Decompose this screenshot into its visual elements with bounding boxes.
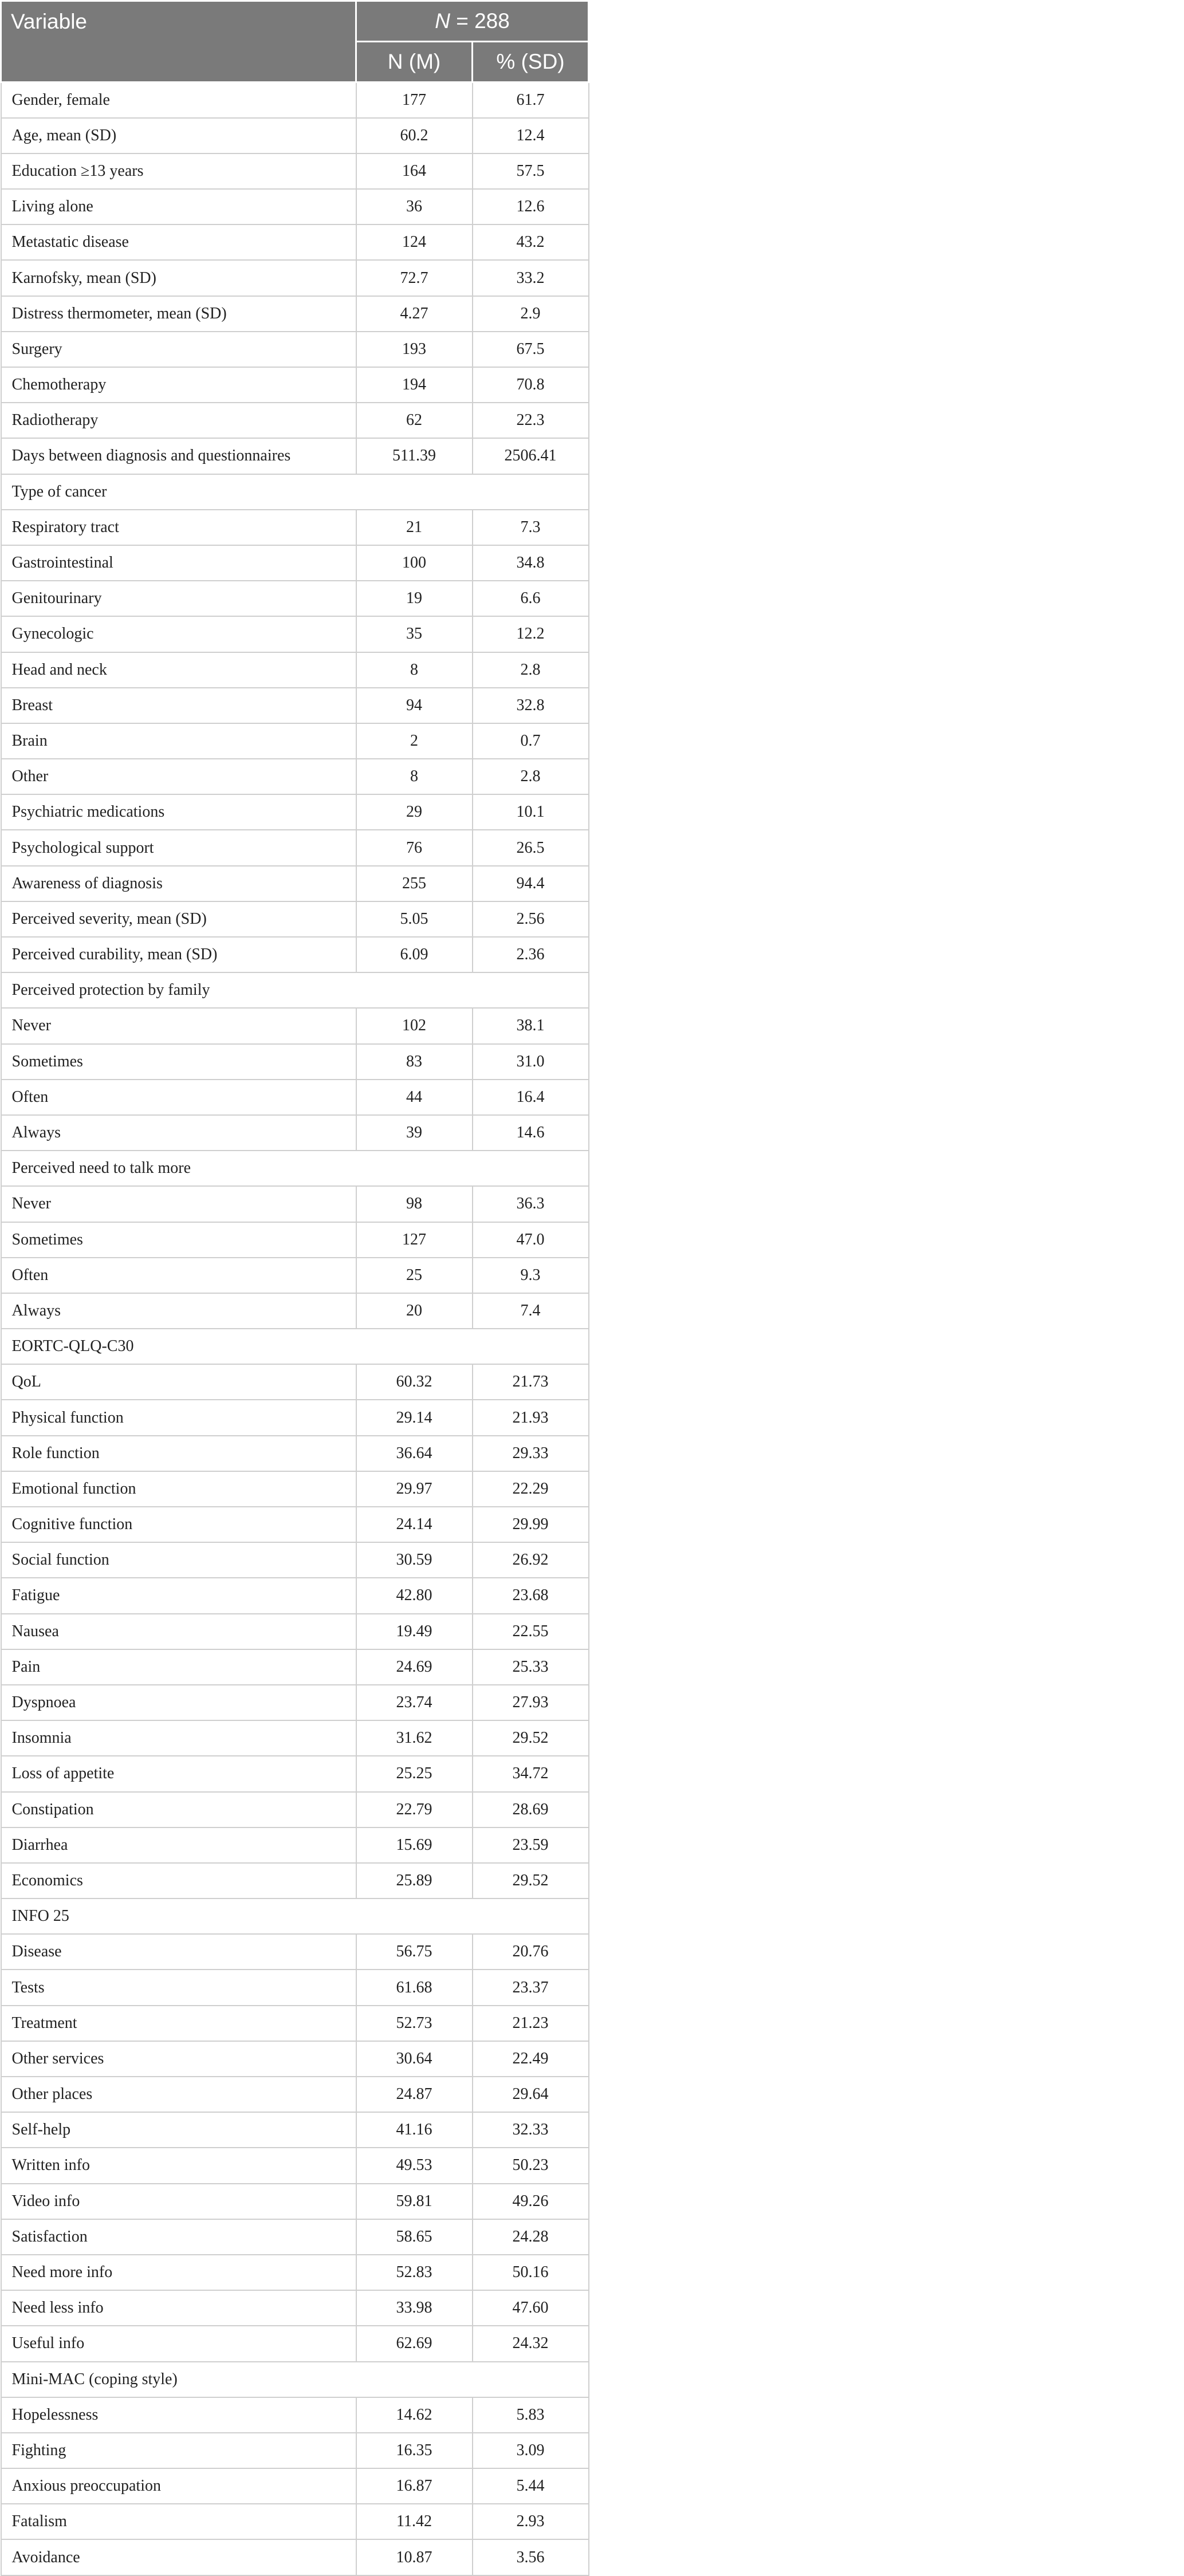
pct-value-cell: 31.0 (473, 1044, 589, 1080)
variable-label: Sometimes (1, 1222, 356, 1258)
n-value-cell: 49.53 (356, 2148, 473, 2183)
pct-value-cell: 22.49 (473, 2041, 589, 2077)
pct-value-cell: 2506.41 (473, 438, 589, 474)
n-value-cell: 177 (356, 82, 473, 118)
pct-value-cell: 5.44 (473, 2468, 589, 2504)
table-row (1, 403, 589, 438)
variable-label: Karnofsky, mean (SD) (1, 260, 356, 296)
pct-value-cell: 21.73 (473, 1364, 589, 1400)
n-value-cell: 76 (356, 830, 473, 865)
table-row (1, 2433, 589, 2468)
variable-label: Perceived severity, mean (SD) (1, 901, 356, 937)
table-row (1, 2504, 589, 2539)
pct-value-cell: 43.2 (473, 224, 589, 260)
pct-value-cell: 47.60 (473, 2290, 589, 2326)
table-row (1, 1507, 589, 1542)
table-row (1, 1293, 589, 1329)
pct-value-cell: 22.3 (473, 403, 589, 438)
section-label: EORTC-QLQ-C30 (1, 1329, 589, 1364)
n-value-cell: 62.69 (356, 2326, 473, 2361)
n-value-cell: 31.62 (356, 1720, 473, 1756)
n-symbol: N (435, 9, 450, 33)
sample-size-header (356, 1, 589, 42)
variable-label: Fatigue (1, 1578, 356, 1613)
n-value-cell: 23.74 (356, 1685, 473, 1720)
variable-label: Psychological support (1, 830, 356, 865)
pct-value-cell: 6.6 (473, 581, 589, 616)
pct-value-cell: 28.69 (473, 1792, 589, 1827)
pct-value-cell: 22.29 (473, 1471, 589, 1507)
n-value: = 288 (450, 9, 510, 33)
table-row (1, 1720, 589, 1756)
variable-label: Never (1, 1008, 356, 1043)
table-row (1, 260, 589, 296)
section-row (1, 2362, 589, 2397)
variable-label: Other services (1, 2041, 356, 2077)
pct-value-cell: 3.56 (473, 2539, 589, 2575)
variable-label: Chemotherapy (1, 367, 356, 403)
pct-value-cell: 24.32 (473, 2326, 589, 2361)
table-row (1, 1970, 589, 2005)
n-value-cell: 42.80 (356, 1578, 473, 1613)
table-row (1, 866, 589, 901)
variable-label: Insomnia (1, 1720, 356, 1756)
n-value-cell: 6.09 (356, 937, 473, 972)
pct-value-cell: 29.99 (473, 1507, 589, 1542)
table-row (1, 1685, 589, 1720)
table-row (1, 794, 589, 830)
table-row (1, 2077, 589, 2112)
n-value-cell: 511.39 (356, 438, 473, 474)
table-body (1, 82, 589, 2575)
table-row (1, 153, 589, 189)
pct-value-cell: 47.0 (473, 1222, 589, 1258)
pct-value-cell: 29.64 (473, 2077, 589, 2112)
table-row (1, 652, 589, 688)
pct-value-cell: 12.4 (473, 118, 589, 153)
n-value-cell: 52.73 (356, 2006, 473, 2041)
pct-value-cell: 33.2 (473, 260, 589, 296)
variable-label: Perceived curability, mean (SD) (1, 937, 356, 972)
table-row (1, 1436, 589, 1471)
variable-label: Emotional function (1, 1471, 356, 1507)
pct-value-cell: 25.33 (473, 1649, 589, 1685)
variable-label: Respiratory tract (1, 510, 356, 545)
variable-label: Constipation (1, 1792, 356, 1827)
section-row (1, 1329, 589, 1364)
pct-value-cell: 5.83 (473, 2397, 589, 2433)
table-row (1, 2290, 589, 2326)
n-value-cell: 44 (356, 1080, 473, 1115)
variable-label: Sometimes (1, 1044, 356, 1080)
pct-column-header: % (SD) (473, 42, 589, 82)
pct-value-cell: 21.93 (473, 1400, 589, 1435)
table-row (1, 224, 589, 260)
n-value-cell: 33.98 (356, 2290, 473, 2326)
variable-column-header (1, 1, 356, 82)
variable-label: Cognitive function (1, 1507, 356, 1542)
variable-label: Head and neck (1, 652, 356, 688)
variable-label: Economics (1, 1863, 356, 1898)
n-value-cell: 59.81 (356, 2184, 473, 2219)
table-row (1, 1578, 589, 1613)
pct-value-cell: 34.72 (473, 1756, 589, 1791)
n-value-cell: 19 (356, 581, 473, 616)
variable-label: Dyspnoea (1, 1685, 356, 1720)
n-value-cell: 194 (356, 367, 473, 403)
n-value-cell: 29.97 (356, 1471, 473, 1507)
variable-label: Never (1, 1186, 356, 1222)
n-value-cell: 24.69 (356, 1649, 473, 1685)
pct-value-cell: 23.68 (473, 1578, 589, 1613)
pct-value-cell: 23.37 (473, 1970, 589, 2005)
table-row (1, 1649, 589, 1685)
pct-value-cell: 49.26 (473, 2184, 589, 2219)
n-value-cell: 58.65 (356, 2219, 473, 2255)
pct-value-cell: 14.6 (473, 1115, 589, 1151)
pct-value-cell: 2.93 (473, 2504, 589, 2539)
n-value-cell: 41.16 (356, 2112, 473, 2148)
variable-label: Disease (1, 1934, 356, 1970)
n-value-cell: 19.49 (356, 1614, 473, 1649)
pct-value-cell: 12.2 (473, 616, 589, 652)
pct-value-cell: 26.5 (473, 830, 589, 865)
n-value-cell: 16.87 (356, 2468, 473, 2504)
n-column-header: N (M) (356, 42, 473, 82)
n-value-cell: 14.62 (356, 2397, 473, 2433)
section-label: Mini-MAC (coping style) (1, 2362, 589, 2397)
n-value-cell: 22.79 (356, 1792, 473, 1827)
pct-value-cell: 21.23 (473, 2006, 589, 2041)
pct-value-cell: 2.8 (473, 759, 589, 794)
n-value-cell: 61.68 (356, 1970, 473, 2005)
variable-label: Role function (1, 1436, 356, 1471)
variable-label: Gender, female (1, 82, 356, 118)
n-value-cell: 52.83 (356, 2255, 473, 2290)
pct-value-cell: 67.5 (473, 332, 589, 367)
table-row (1, 1863, 589, 1898)
pct-value-cell: 32.8 (473, 688, 589, 723)
n-value-cell: 24.87 (356, 2077, 473, 2112)
table-row (1, 1115, 589, 1151)
variable-label: Social function (1, 1542, 356, 1578)
section-label: Type of cancer (1, 474, 589, 510)
n-value-cell: 24.14 (356, 1507, 473, 1542)
pct-value-cell: 32.33 (473, 2112, 589, 2148)
variable-label: Often (1, 1258, 356, 1293)
pct-value-cell: 0.7 (473, 723, 589, 759)
n-value-cell: 21 (356, 510, 473, 545)
table-row (1, 2326, 589, 2361)
table-row (1, 1792, 589, 1827)
pct-value-cell: 70.8 (473, 367, 589, 403)
variable-label: Loss of appetite (1, 1756, 356, 1791)
n-value-cell: 60.2 (356, 118, 473, 153)
table-row (1, 1827, 589, 1863)
table-row (1, 510, 589, 545)
table-row (1, 1364, 589, 1400)
table-row (1, 1400, 589, 1435)
n-value-cell: 16.35 (356, 2433, 473, 2468)
n-value-cell: 60.32 (356, 1364, 473, 1400)
variable-label: Hopelessness (1, 2397, 356, 2433)
n-value-cell: 164 (356, 153, 473, 189)
n-value-cell: 30.64 (356, 2041, 473, 2077)
table-row (1, 2539, 589, 2575)
variable-label: Other (1, 759, 356, 794)
table-row (1, 759, 589, 794)
n-value-cell: 35 (356, 616, 473, 652)
table-row (1, 118, 589, 153)
n-value-cell: 25 (356, 1258, 473, 1293)
sample-characteristics-table (0, 0, 589, 2576)
variable-label: Written info (1, 2148, 356, 2183)
table-row (1, 1044, 589, 1080)
pct-value-cell: 29.52 (473, 1720, 589, 1756)
n-value-cell: 11.42 (356, 2504, 473, 2539)
n-value-cell: 2 (356, 723, 473, 759)
variable-label: Diarrhea (1, 1827, 356, 1863)
table-row (1, 367, 589, 403)
pct-value-cell: 22.55 (473, 1614, 589, 1649)
variable-label: Education ≥13 years (1, 153, 356, 189)
variable-label: Brain (1, 723, 356, 759)
n-value-cell: 39 (356, 1115, 473, 1151)
variable-label: Psychiatric medications (1, 794, 356, 830)
table-row (1, 2006, 589, 2041)
variable-label: Radiotherapy (1, 403, 356, 438)
table-row (1, 2468, 589, 2504)
variable-label: Physical function (1, 1400, 356, 1435)
table-row (1, 1258, 589, 1293)
variable-label: Avoidance (1, 2539, 356, 2575)
pct-value-cell: 94.4 (473, 866, 589, 901)
n-value-cell: 29.14 (356, 1400, 473, 1435)
pct-value-cell: 2.56 (473, 901, 589, 937)
n-value-cell: 36 (356, 189, 473, 224)
variable-label: Genitourinary (1, 581, 356, 616)
n-value-cell: 36.64 (356, 1436, 473, 1471)
table-row (1, 296, 589, 332)
pct-value-cell: 7.4 (473, 1293, 589, 1329)
pct-value-cell: 20.76 (473, 1934, 589, 1970)
n-value-cell: 255 (356, 866, 473, 901)
pct-value-cell: 50.23 (473, 2148, 589, 2183)
n-value-cell: 193 (356, 332, 473, 367)
table-row (1, 438, 589, 474)
table-row (1, 937, 589, 972)
table-row (1, 688, 589, 723)
variable-label: Living alone (1, 189, 356, 224)
pct-value-cell: 2.36 (473, 937, 589, 972)
variable-label: Fatalism (1, 2504, 356, 2539)
table-row (1, 2148, 589, 2183)
pct-value-cell: 9.3 (473, 1258, 589, 1293)
pct-value-cell: 2.9 (473, 296, 589, 332)
section-label: INFO 25 (1, 1898, 589, 1934)
table-row (1, 545, 589, 581)
variable-label: Breast (1, 688, 356, 723)
variable-label: Need more info (1, 2255, 356, 2290)
pct-value-cell: 2.8 (473, 652, 589, 688)
table-row (1, 1008, 589, 1043)
n-value-cell: 20 (356, 1293, 473, 1329)
table-row (1, 1756, 589, 1791)
section-row (1, 972, 589, 1008)
variable-label: Nausea (1, 1614, 356, 1649)
pct-value-cell: 3.09 (473, 2433, 589, 2468)
section-label: Perceived need to talk more (1, 1151, 589, 1186)
pct-value-cell: 50.16 (473, 2255, 589, 2290)
table-row (1, 1080, 589, 1115)
n-value-cell: 8 (356, 652, 473, 688)
pct-value-cell: 29.33 (473, 1436, 589, 1471)
pct-value-cell: 57.5 (473, 153, 589, 189)
variable-label: Always (1, 1293, 356, 1329)
n-value-cell: 8 (356, 759, 473, 794)
variable-label: Days between diagnosis and questionnaires (1, 438, 356, 474)
pct-value-cell: 10.1 (473, 794, 589, 830)
table-row (1, 2397, 589, 2433)
variable-label: Other places (1, 2077, 356, 2112)
n-value-cell: 98 (356, 1186, 473, 1222)
n-value-cell: 83 (356, 1044, 473, 1080)
n-value-cell: 30.59 (356, 1542, 473, 1578)
variable-label: Fighting (1, 2433, 356, 2468)
variable-label: Gynecologic (1, 616, 356, 652)
pct-value-cell: 27.93 (473, 1685, 589, 1720)
n-value-cell: 124 (356, 224, 473, 260)
variable-label: Need less info (1, 2290, 356, 2326)
pct-value-cell: 26.92 (473, 1542, 589, 1578)
variable-label: Self-help (1, 2112, 356, 2148)
pct-value-cell: 61.7 (473, 82, 589, 118)
n-value-cell: 56.75 (356, 1934, 473, 1970)
n-value-cell: 5.05 (356, 901, 473, 937)
pct-value-cell: 24.28 (473, 2219, 589, 2255)
variable-label: Treatment (1, 2006, 356, 2041)
table-row (1, 1186, 589, 1222)
table-row (1, 1934, 589, 1970)
table-row (1, 2219, 589, 2255)
table-row (1, 2112, 589, 2148)
variable-label: Distress thermometer, mean (SD) (1, 296, 356, 332)
variable-label: Video info (1, 2184, 356, 2219)
pct-value-cell: 34.8 (473, 545, 589, 581)
n-value-cell: 100 (356, 545, 473, 581)
n-value-cell: 29 (356, 794, 473, 830)
table-row (1, 1542, 589, 1578)
table-row (1, 189, 589, 224)
n-value-cell: 10.87 (356, 2539, 473, 2575)
variable-label: Awareness of diagnosis (1, 866, 356, 901)
n-value-cell: 4.27 (356, 296, 473, 332)
variable-label: Age, mean (SD) (1, 118, 356, 153)
table-row (1, 82, 589, 118)
variable-label: Always (1, 1115, 356, 1151)
table-row (1, 1614, 589, 1649)
n-value-cell: 25.25 (356, 1756, 473, 1791)
table-row (1, 2041, 589, 2077)
section-row (1, 1898, 589, 1934)
variable-label: Surgery (1, 332, 356, 367)
pct-value-cell: 36.3 (473, 1186, 589, 1222)
table-row (1, 2184, 589, 2219)
variable-label: Tests (1, 1970, 356, 2005)
variable-label: Anxious preoccupation (1, 2468, 356, 2504)
table-row (1, 332, 589, 367)
variable-label: Satisfaction (1, 2219, 356, 2255)
variable-label: Often (1, 1080, 356, 1115)
variable-label: Pain (1, 1649, 356, 1685)
n-value-cell: 94 (356, 688, 473, 723)
pct-value-cell: 12.6 (473, 189, 589, 224)
n-value-cell: 102 (356, 1008, 473, 1043)
table-row (1, 581, 589, 616)
variable-label: Useful info (1, 2326, 356, 2361)
pct-value-cell: 38.1 (473, 1008, 589, 1043)
table-header (1, 1, 589, 82)
variable-label: Gastrointestinal (1, 545, 356, 581)
section-label: Perceived protection by family (1, 972, 589, 1008)
n-value-cell: 62 (356, 403, 473, 438)
n-value-cell: 15.69 (356, 1827, 473, 1863)
table-row (1, 2255, 589, 2290)
pct-value-cell: 7.3 (473, 510, 589, 545)
n-value-cell: 25.89 (356, 1863, 473, 1898)
variable-header-label: Variable (11, 10, 88, 33)
n-value-cell: 72.7 (356, 260, 473, 296)
n-value-cell: 127 (356, 1222, 473, 1258)
variable-label: Metastatic disease (1, 224, 356, 260)
table-row (1, 616, 589, 652)
pct-value-cell: 23.59 (473, 1827, 589, 1863)
pct-value-cell: 29.52 (473, 1863, 589, 1898)
variable-label: QoL (1, 1364, 356, 1400)
table-row (1, 830, 589, 865)
table-row (1, 1471, 589, 1507)
section-row (1, 474, 589, 510)
table-row (1, 901, 589, 937)
table-row (1, 723, 589, 759)
section-row (1, 1151, 589, 1186)
table-row (1, 1222, 589, 1258)
pct-value-cell: 16.4 (473, 1080, 589, 1115)
